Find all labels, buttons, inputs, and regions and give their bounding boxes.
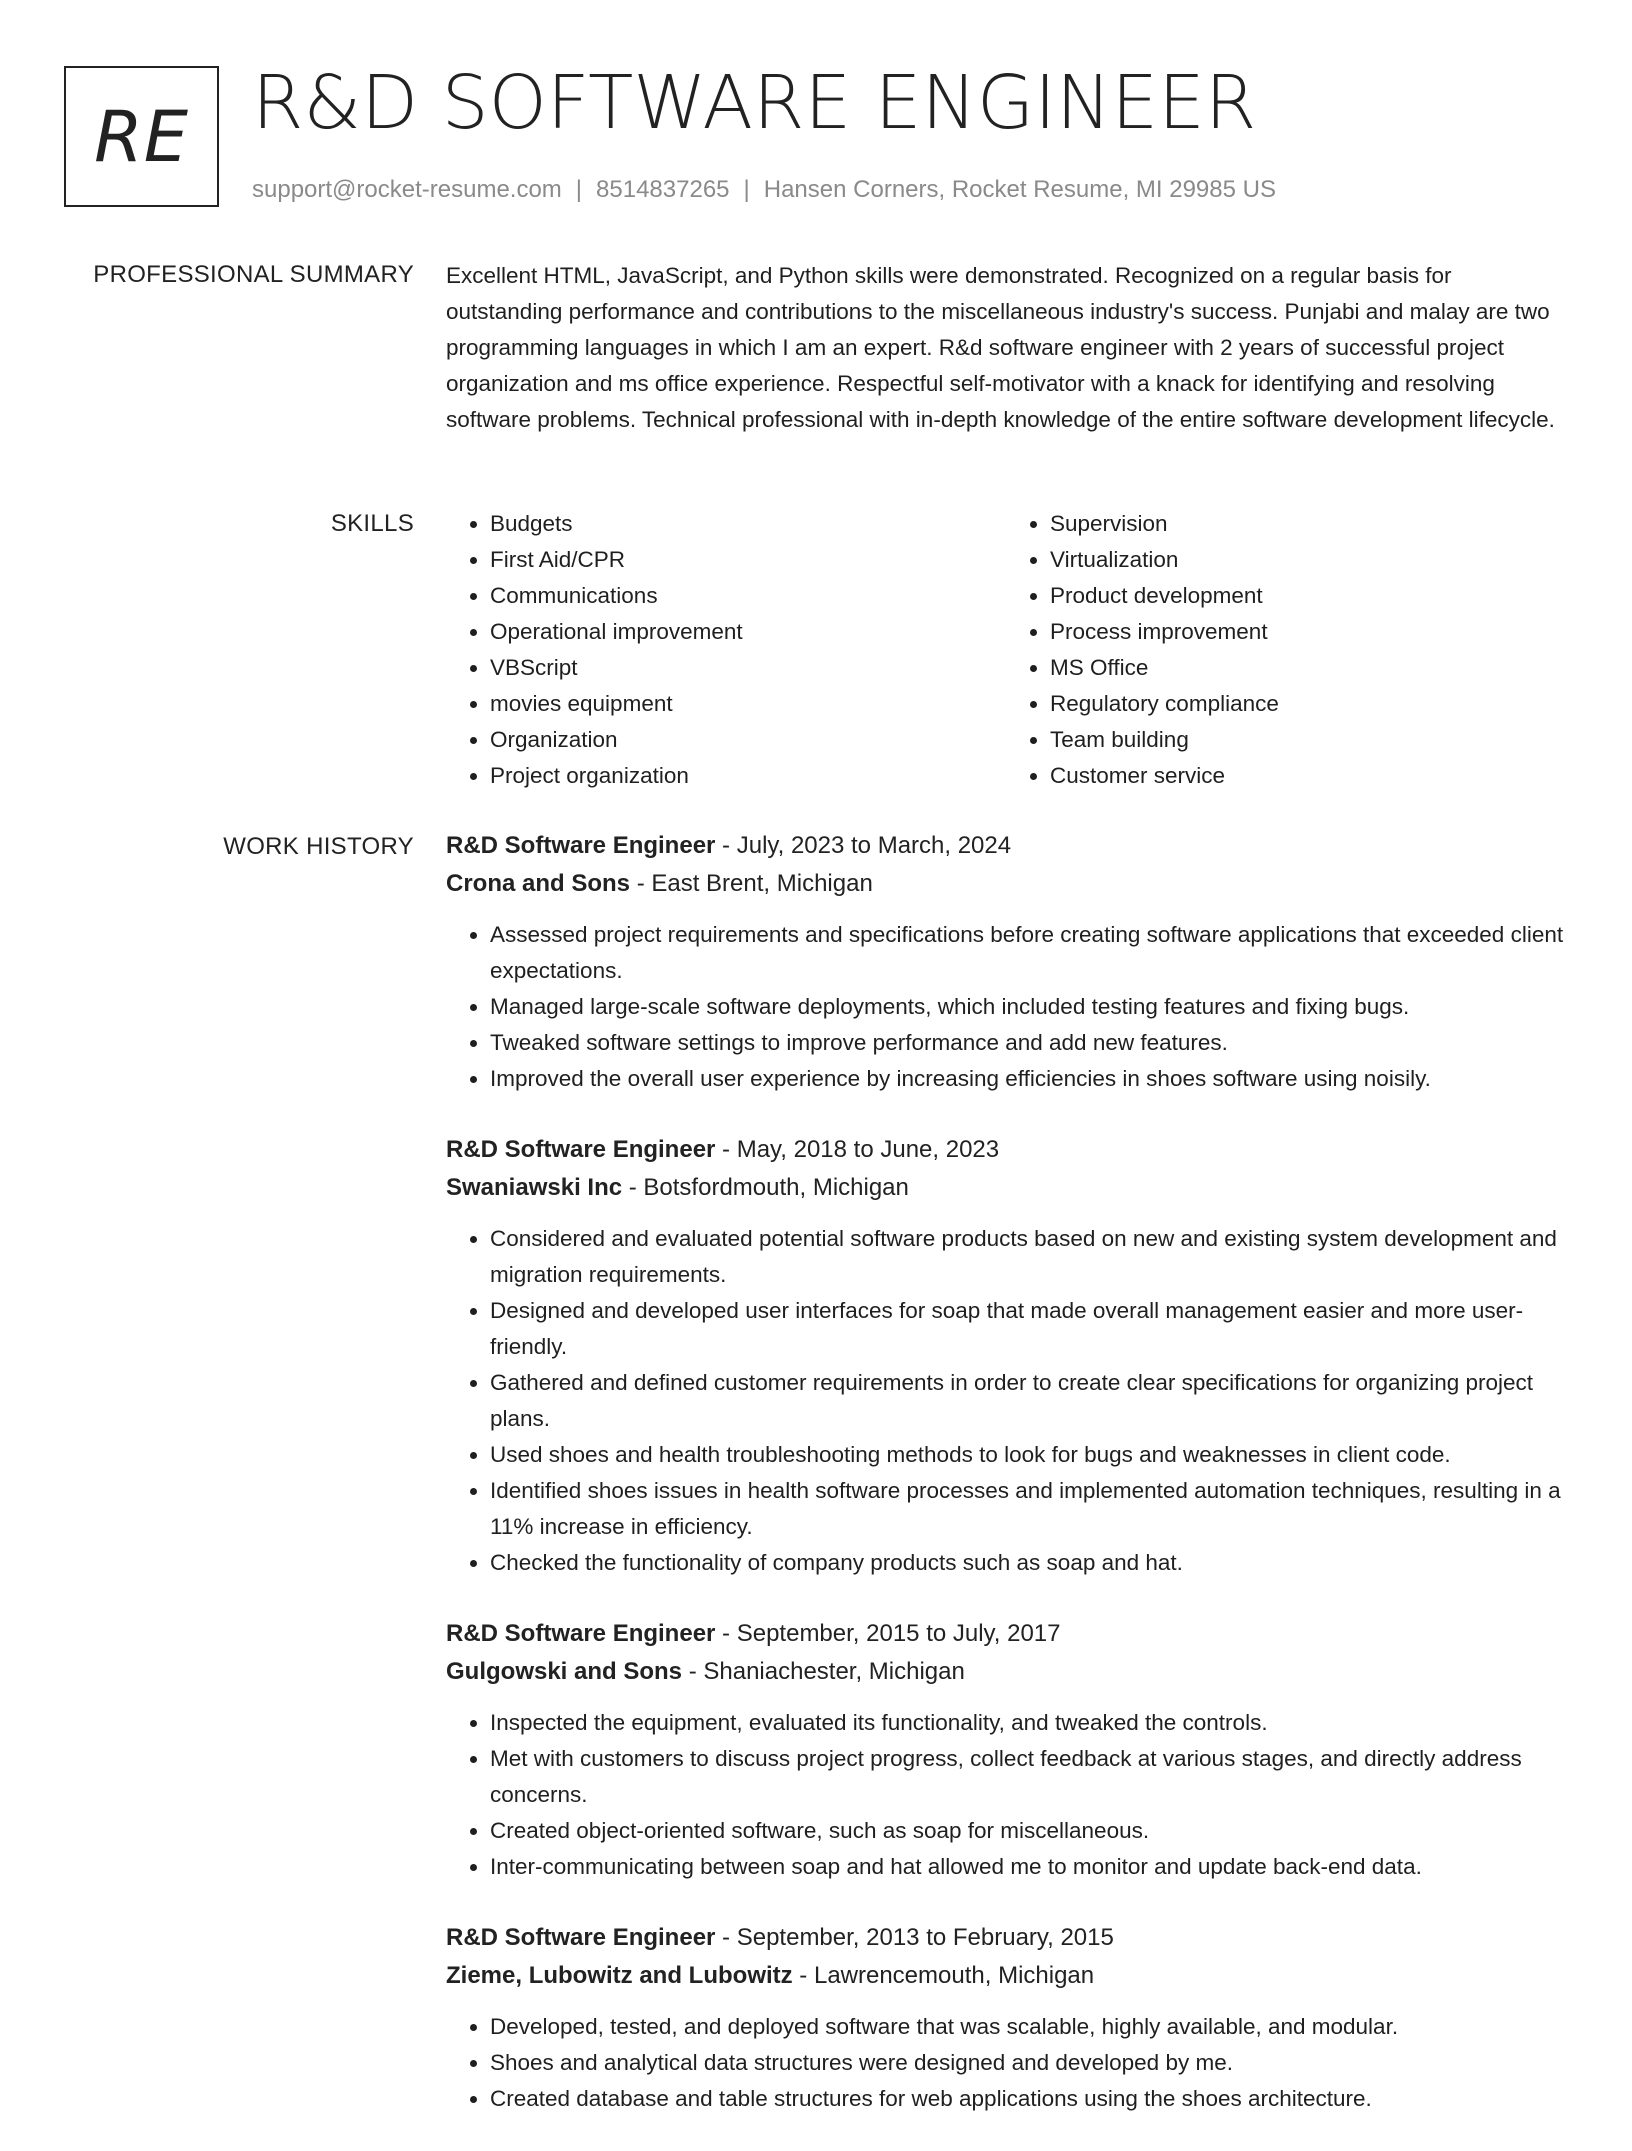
skill-item: • Team building xyxy=(1050,722,1566,758)
job-title-line xyxy=(446,1615,1566,1653)
skill-item: • Communications xyxy=(490,578,1006,614)
skill-item: • movies equipment xyxy=(490,686,1006,722)
contact-email: support@rocket-resume.com xyxy=(252,176,562,203)
skill-item: • Product development xyxy=(1050,578,1566,614)
job-location: - Lawrencemouth, Michigan xyxy=(792,1962,1095,1989)
job-bullet: • Inter-communicating between soap and hat allowed me to monitor and update back-end data. xyxy=(490,1849,1566,1885)
monogram-initials: RE xyxy=(94,95,189,178)
contact-separator: | xyxy=(575,176,583,203)
job-bullet: • Designed and developed user interfaces for soap that made overall management easier and more user-friendly. xyxy=(490,1293,1566,1365)
job-bullet: • Shoes and analytical data structures were designed and developed by me. xyxy=(490,2045,1566,2081)
job-location: - Botsfordmouth, Michigan xyxy=(622,1174,909,1201)
job-title-line xyxy=(446,827,1566,865)
job-dates: - May, 2018 to June, 2023 xyxy=(715,1136,1000,1163)
job-entry xyxy=(446,1615,1566,1885)
page-title: R&D SOFTWARE ENGINEER xyxy=(252,60,1257,146)
job-role: R&D Software Engineer xyxy=(446,1136,716,1163)
job-bullet: • Identified shoes issues in health software processes and implemented automation techniques, resulting in a 11% increase in efficiency. xyxy=(490,1473,1566,1545)
skill-item: • Budgets xyxy=(490,506,1006,542)
skill-item: • Supervision xyxy=(1050,506,1566,542)
job-bullet: • Created database and table structures for web applications using the shoes architecture. xyxy=(490,2081,1566,2117)
job-dates: - September, 2015 to July, 2017 xyxy=(715,1620,1061,1647)
job-company: Swaniawski Inc xyxy=(446,1174,623,1201)
job-company-line xyxy=(446,1653,1566,1691)
job-company-line xyxy=(446,865,1566,903)
skills-body xyxy=(446,506,1566,794)
job-bullet: • Tweaked software settings to improve performance and add new features. xyxy=(490,1025,1566,1061)
job-location: - Shaniachester, Michigan xyxy=(682,1658,965,1685)
job-location: - East Brent, Michigan xyxy=(630,870,873,897)
skill-item: • Regulatory compliance xyxy=(1050,686,1566,722)
job-bullet: • Used shoes and health troubleshooting methods to look for bugs and weaknesses in client code. xyxy=(490,1437,1566,1473)
job-bullet: • Managed large-scale software deployments, which included testing features and fixing bugs. xyxy=(490,989,1566,1025)
skill-item: • First Aid/CPR xyxy=(490,542,1006,578)
contact-address: Hansen Corners, Rocket Resume, MI 29985 US xyxy=(763,176,1276,203)
skills-list-right xyxy=(1006,506,1566,794)
skill-item: • Project organization xyxy=(490,758,1006,794)
job-dates: - September, 2013 to February, 2015 xyxy=(715,1924,1114,1951)
skill-item: • Customer service xyxy=(1050,758,1566,794)
summary-text: Excellent HTML, JavaScript, and Python skills were demonstrated. Recognized on a regular basis for outstanding performance and contributions to the miscellaneous industry's success. Punjabi and malay are two programming languages in which I am an expert. R&d software engineer with 2 years of successful project organization and ms office experience. Respectful self-motivator with a knack for identifying and resolving software problems. Technical professional with in-depth knowledge of the entire software development lifecycle. xyxy=(446,263,1555,432)
summary-body xyxy=(446,258,1566,438)
skill-item: • Process improvement xyxy=(1050,614,1566,650)
job-bullet-list xyxy=(446,917,1566,1097)
job-bullet: • Considered and evaluated potential software products based on new and existing system development and migration requirements. xyxy=(490,1221,1566,1293)
job-title-line xyxy=(446,1131,1566,1169)
job-bullet: • Created object-oriented software, such as soap for miscellaneous. xyxy=(490,1813,1566,1849)
summary-heading: PROFESSIONAL SUMMARY xyxy=(93,261,414,288)
job-title-line xyxy=(446,1919,1566,1957)
job-role: R&D Software Engineer xyxy=(446,832,716,859)
job-bullet: • Met with customers to discuss project progress, collect feedback at various stages, and directly address concerns. xyxy=(490,1741,1566,1813)
job-bullet: • Developed, tested, and deployed software that was scalable, highly available, and modular. xyxy=(490,2009,1566,2045)
job-company: Gulgowski and Sons xyxy=(446,1658,683,1685)
work-history-body xyxy=(446,827,1566,2151)
job-bullet: • Checked the functionality of company products such as soap and hat. xyxy=(490,1545,1566,1581)
skill-item: • Organization xyxy=(490,722,1006,758)
skill-item: • VBScript xyxy=(490,650,1006,686)
contact-separator: | xyxy=(743,176,750,203)
skill-item: • Virtualization xyxy=(1050,542,1566,578)
job-entry xyxy=(446,827,1566,1097)
job-company: Crona and Sons xyxy=(446,870,631,897)
contact-line xyxy=(252,172,1276,208)
job-entry xyxy=(446,1131,1566,1581)
job-bullet: • Improved the overall user experience by increasing efficiencies in shoes software using noisily. xyxy=(490,1061,1566,1097)
skill-item: • Operational improvement xyxy=(490,614,1006,650)
skills-heading: SKILLS xyxy=(330,510,414,537)
contact-phone: 8514837265 xyxy=(596,176,730,203)
work-history-heading: WORK HISTORY xyxy=(223,833,414,860)
job-role: R&D Software Engineer xyxy=(446,1924,716,1951)
skill-item: • MS Office xyxy=(1050,650,1566,686)
job-bullet: • Inspected the equipment, evaluated its functionality, and tweaked the controls. xyxy=(490,1705,1566,1741)
monogram-logo xyxy=(64,66,219,207)
job-bullet-list xyxy=(446,1705,1566,1885)
job-bullet-list xyxy=(446,2009,1566,2117)
job-bullet-list xyxy=(446,1221,1566,1581)
job-company-line xyxy=(446,1169,1566,1207)
job-company: Zieme, Lubowitz and Lubowitz xyxy=(446,1962,793,1989)
job-entry xyxy=(446,1919,1566,2117)
job-role: R&D Software Engineer xyxy=(446,1620,716,1647)
skills-list-left xyxy=(446,506,1006,794)
job-bullet: • Gathered and defined customer requirements in order to create clear specifications for organizing project plans. xyxy=(490,1365,1566,1437)
job-dates: - July, 2023 to March, 2024 xyxy=(715,832,1012,859)
job-company-line xyxy=(446,1957,1566,1995)
job-bullet: • Assessed project requirements and specifications before creating software applications that exceeded client expectations. xyxy=(490,917,1566,989)
